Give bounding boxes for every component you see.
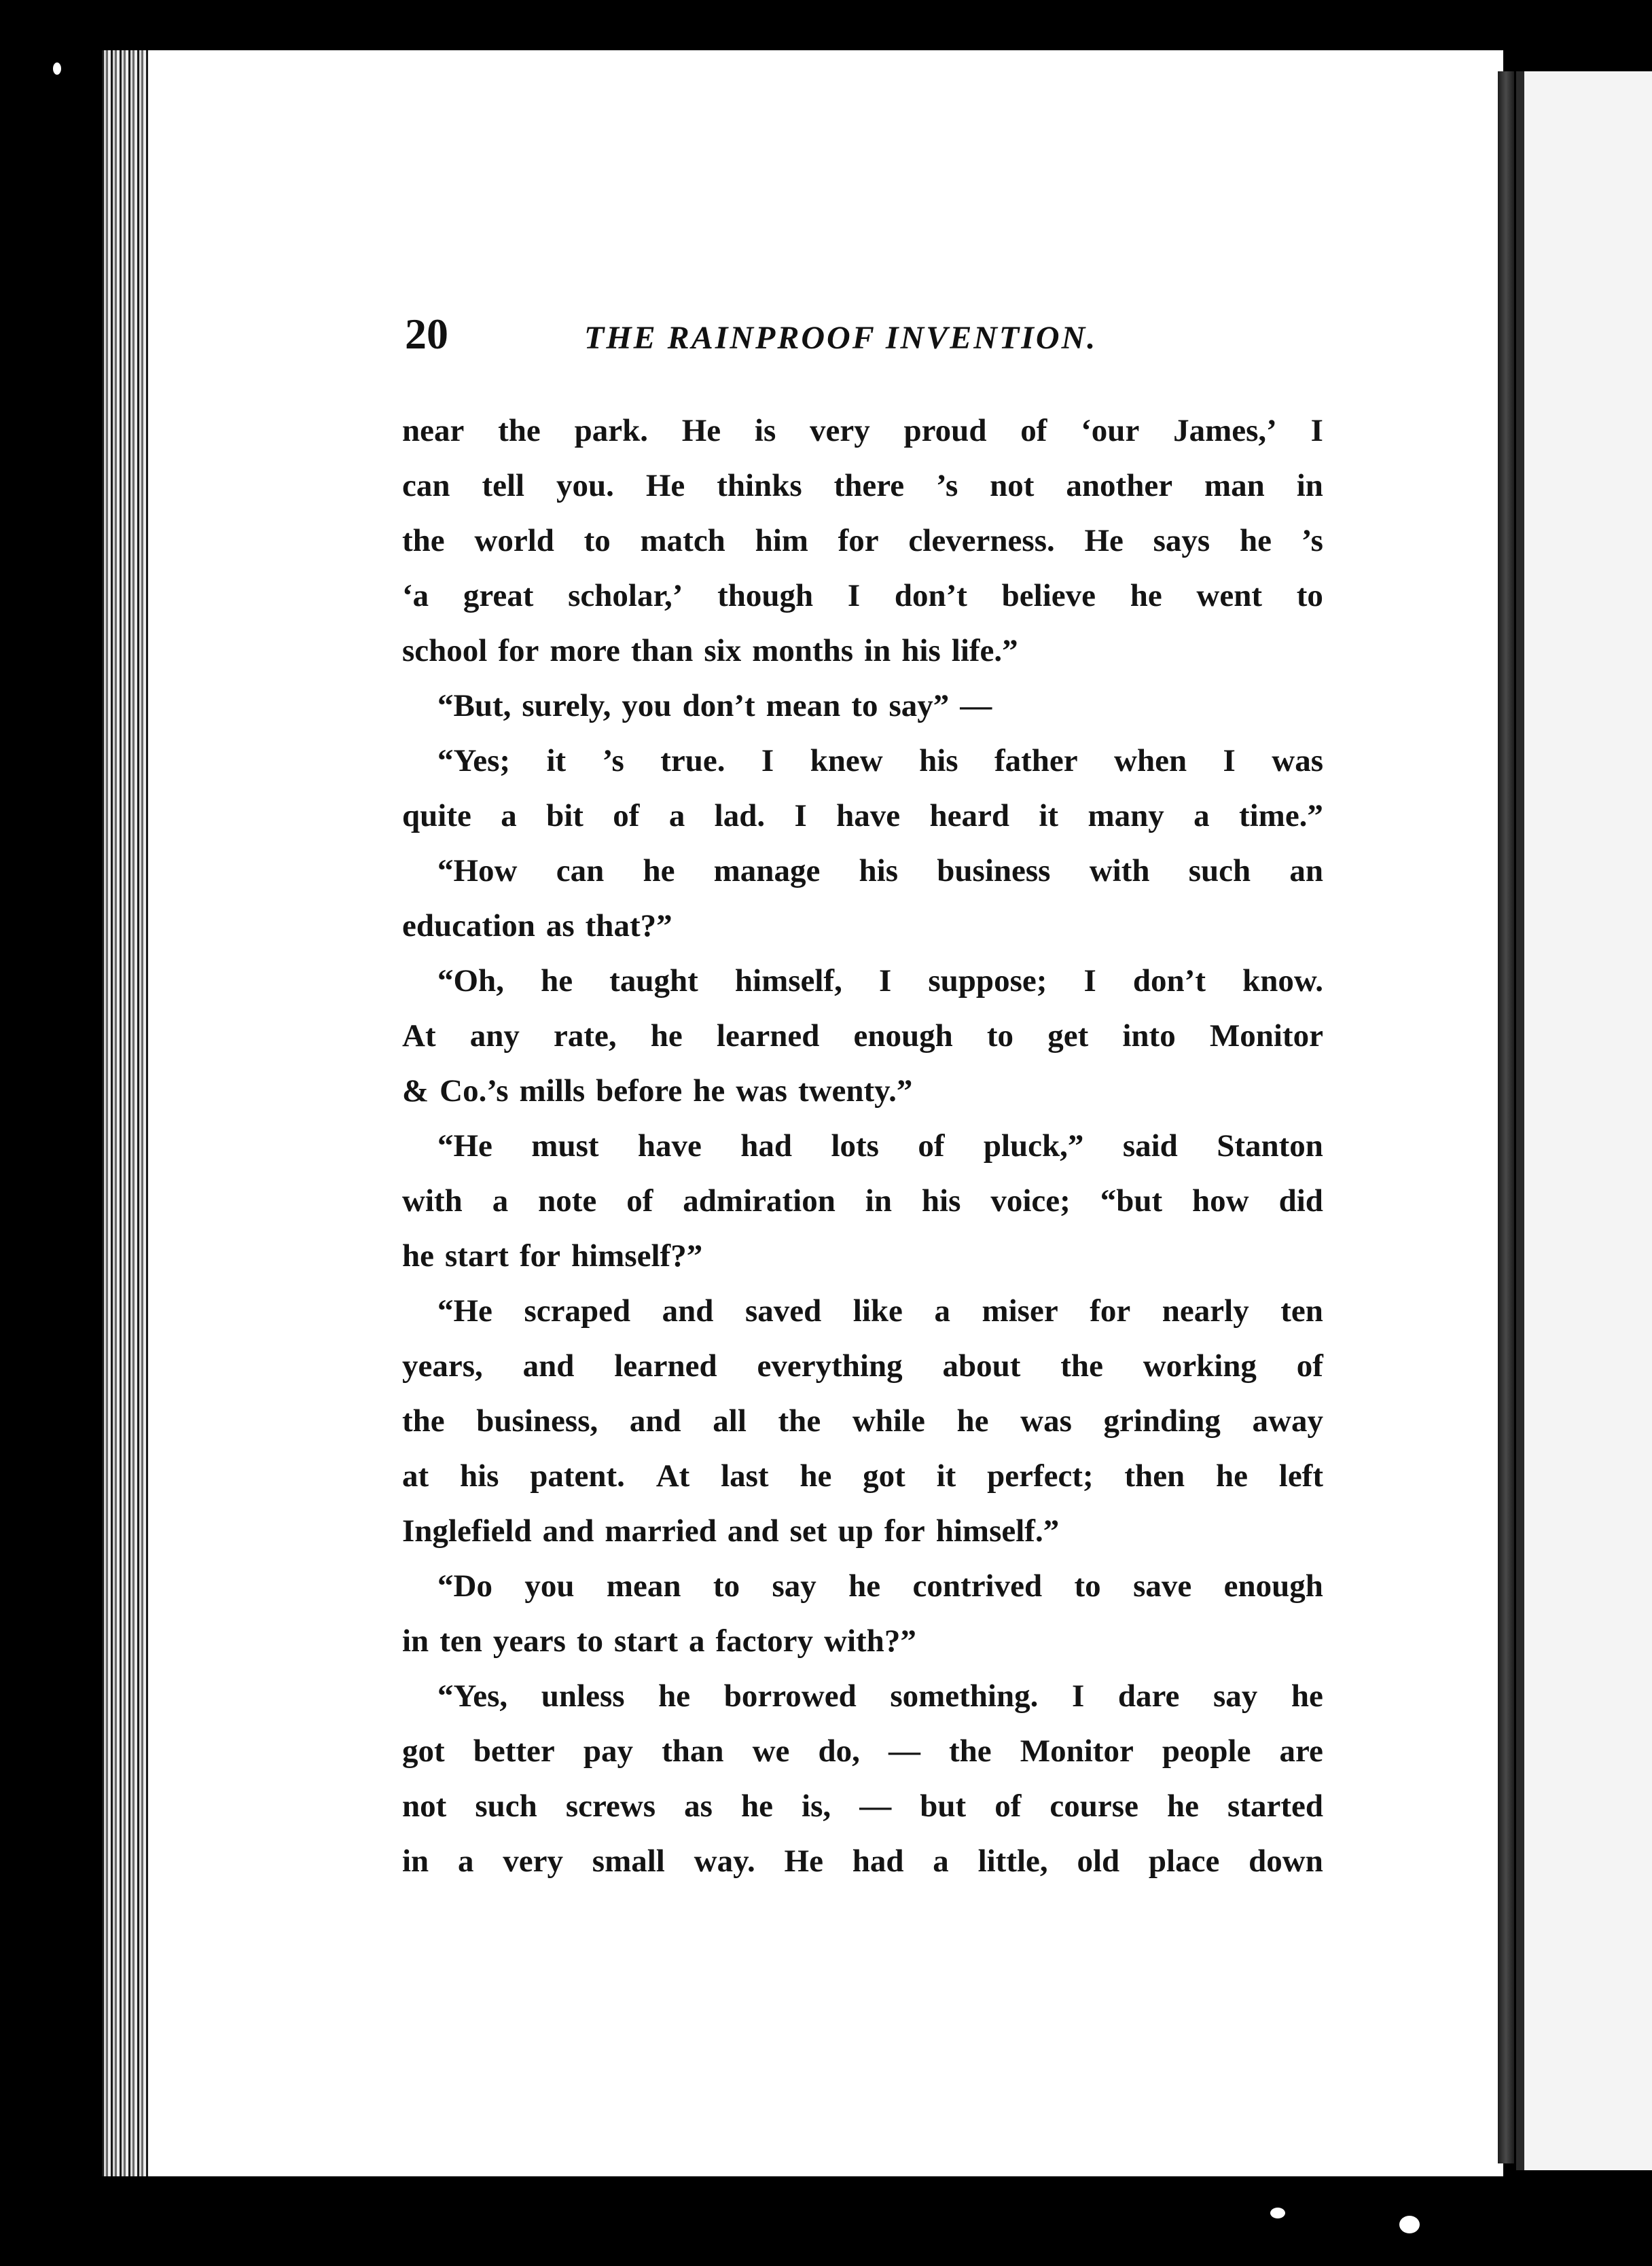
text-line: the business, and all the while he was grinding away — [402, 1403, 1323, 1439]
text-line: in ten years to start a factory with?” — [402, 1623, 916, 1659]
page-number: 20 — [405, 310, 448, 358]
text-line: near the park. He is very proud of ‘our James,’ I — [402, 413, 1323, 448]
text-line: “He must have had lots of pluck,” said Stanton — [437, 1128, 1323, 1164]
text-line: got better pay than we do, — the Monitor people are — [402, 1733, 1323, 1769]
text-line: he start for himself?” — [402, 1238, 703, 1274]
text-line: “Yes; it ’s true. I knew his father when I was — [437, 743, 1323, 778]
text-line: the world to match him for cleverness. He says he ’s — [402, 523, 1323, 558]
text-line: “Oh, he taught himself, I suppose; I don’t know. — [437, 963, 1323, 999]
text-line: school for more than six months in his life.” — [402, 633, 1018, 668]
text-line: ‘a great scholar,’ though I don’t believe he went to — [402, 578, 1323, 613]
text-line: “Yes, unless he borrowed something. I dare say he — [437, 1678, 1323, 1714]
text-line: Inglefield and married and set up for himself.” — [402, 1513, 1060, 1549]
text-line: in a very small way. He had a little, old place down — [402, 1844, 1323, 1879]
text-line: “He scraped and saved like a miser for nearly ten — [437, 1293, 1323, 1329]
page-header — [405, 307, 1327, 361]
scan-speck — [53, 62, 61, 75]
text-line: can tell you. He thinks there ’s not another man in — [402, 468, 1323, 503]
page-gutter-edge — [1498, 71, 1514, 2163]
text-line: quite a bit of a lad. I have heard it many a time.” — [402, 798, 1323, 833]
text-line: At any rate, he learned enough to get into Monitor — [402, 1018, 1323, 1054]
text-line: “But, surely, you don’t mean to say” — — [437, 688, 992, 723]
body-text — [402, 403, 1323, 1889]
text-line: years, and learned everything about the working of — [402, 1348, 1323, 1384]
running-title: THE RAINPROOF INVENTION. — [584, 320, 1098, 356]
text-line: education as that?” — [402, 908, 672, 943]
text-line: & Co.’s mills before he was twenty.” — [402, 1073, 913, 1109]
text-line: “Do you mean to say he contrived to save enough — [437, 1568, 1323, 1604]
text-line: “How can he manage his business with such an — [437, 853, 1323, 888]
scan-speck — [1270, 2208, 1285, 2218]
scan-speck — [1399, 2216, 1420, 2233]
text-line: with a note of admiration in his voice; “but how did — [402, 1183, 1323, 1219]
text-line: not such screws as he is, — but of course he started — [402, 1788, 1323, 1824]
text-line: at his patent. At last he got it perfect; then he left — [402, 1458, 1323, 1494]
facing-page-edge — [1516, 71, 1652, 2170]
